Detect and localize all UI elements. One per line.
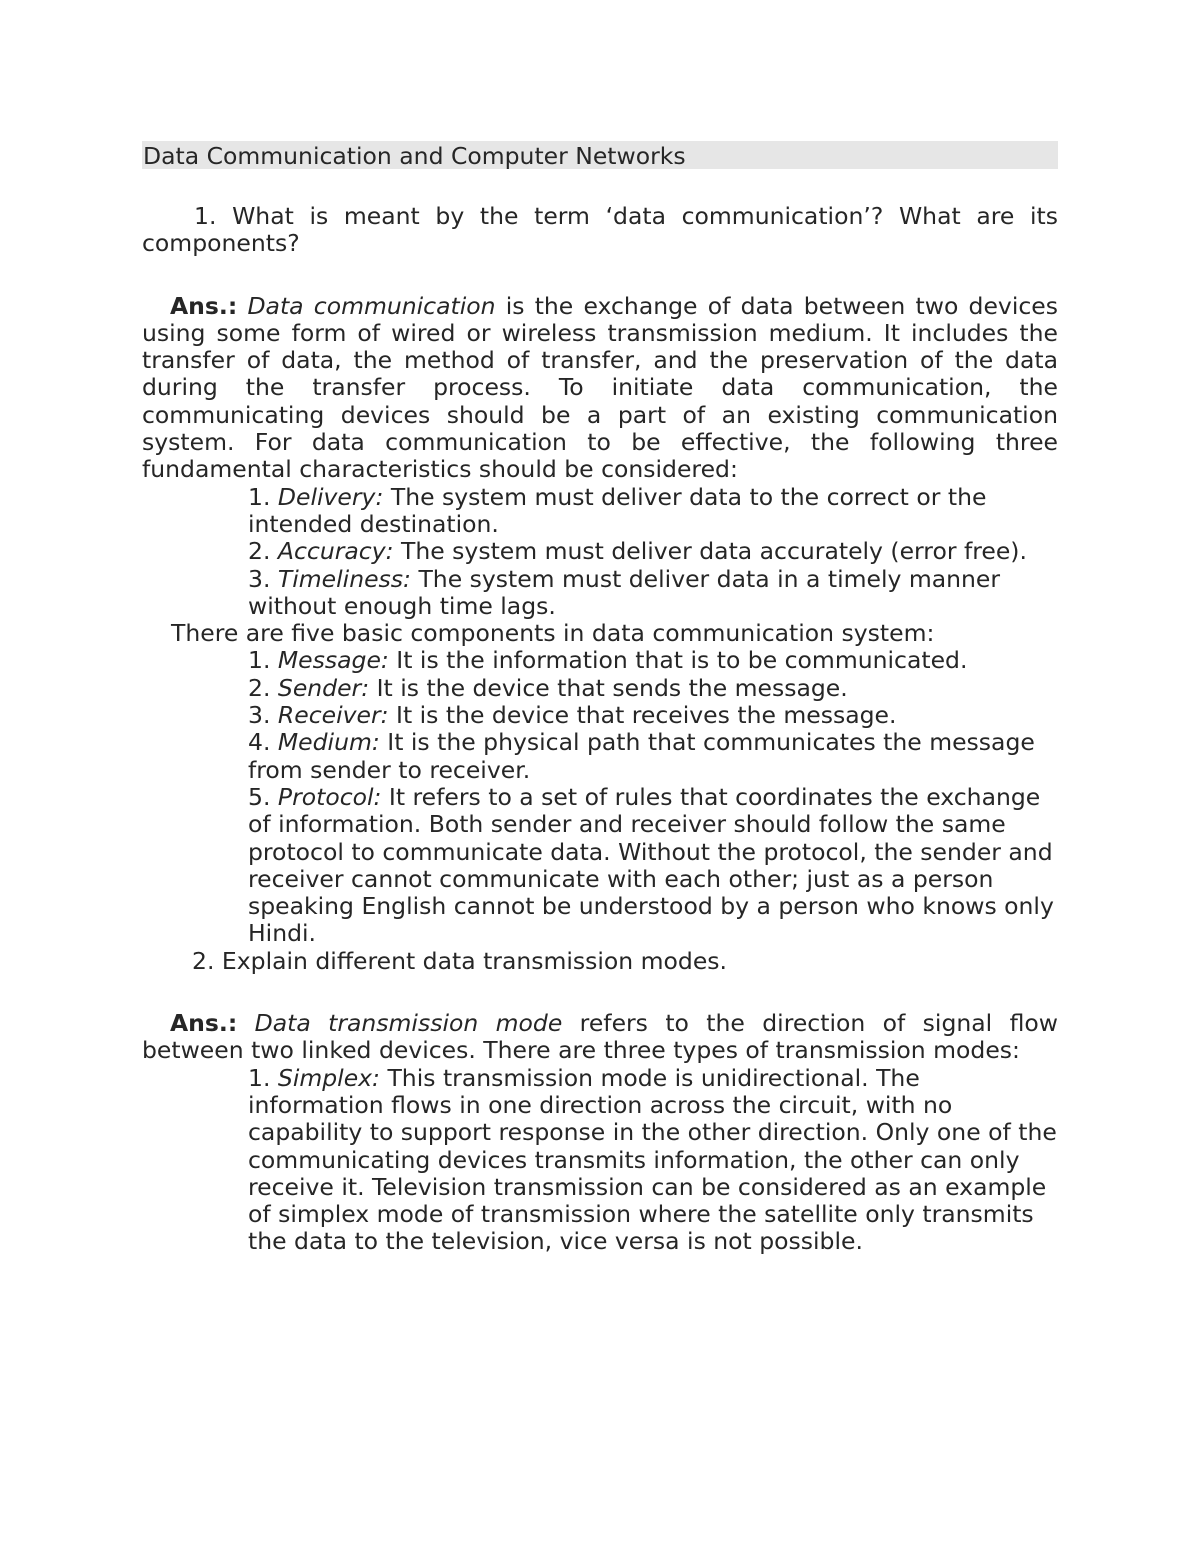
modes-list	[142, 1065, 1058, 1256]
answer-1	[142, 293, 1058, 484]
item-number: 5.	[248, 782, 271, 811]
item-term: Accuracy:	[277, 537, 394, 566]
item-number: 4.	[248, 728, 271, 757]
components-intro: There are five basic components in data communication system:	[171, 619, 935, 648]
item-text: It is the device that sends the message.	[369, 673, 848, 702]
item-text: This transmission mode is unidirectional. The information flows in one direction across the circuit, with no capability to support response in the other direction. Only one of the communicating devices transmits information, the other can only receive it. Television transmission can be considered as an example of simplex mode of transmission where the satellite only transmits the data to the television, vice versa is not possible.	[248, 1063, 1057, 1256]
item-text: It is the information that is to be communicated.	[388, 646, 968, 675]
item-text: It is the physical path that communicates the message from sender to receiver.	[248, 728, 1035, 784]
item-text: The system must deliver data accurately (error free).	[393, 537, 1027, 566]
item-number: 3.	[248, 701, 271, 730]
item-number: 3.	[248, 564, 271, 593]
list-item	[248, 702, 1060, 729]
item-term: Delivery:	[277, 482, 384, 511]
item-text: It is the device that receives the message.	[388, 701, 897, 730]
list-item	[248, 484, 1060, 539]
answer-label: Ans.:	[170, 1009, 238, 1038]
item-number: 1.	[248, 482, 271, 511]
answer-2	[142, 1010, 1058, 1065]
list-item	[248, 566, 1060, 621]
list-item	[248, 784, 1060, 948]
item-number: 2.	[248, 673, 271, 702]
characteristics-list	[142, 484, 1058, 620]
answer-text: refers to the direction of signal flow between two linked devices. There are three types of transmission modes:	[142, 1009, 1058, 1065]
item-term: Medium:	[277, 728, 380, 757]
item-term: Timeliness:	[277, 564, 411, 593]
answer-term: Data transmission mode	[254, 1009, 563, 1038]
item-term: Message:	[277, 646, 389, 675]
item-term: Receiver:	[277, 701, 389, 730]
item-number: 1.	[248, 1063, 271, 1092]
item-number: 1.	[248, 646, 271, 675]
item-term: Protocol:	[277, 782, 382, 811]
item-term: Sender:	[277, 673, 370, 702]
item-text: The system must deliver data in a timely manner without enough time lags.	[248, 564, 1001, 620]
list-item	[248, 647, 1060, 674]
item-text: The system must deliver data to the correct or the intended destination.	[248, 482, 987, 538]
item-number: 2.	[248, 537, 271, 566]
list-item	[248, 538, 1060, 565]
answer-term: Data communication	[247, 291, 496, 320]
list-item	[248, 675, 1060, 702]
document-title: Data Communication and Computer Networks	[142, 141, 1058, 169]
answer-label: Ans.:	[170, 291, 238, 320]
list-item	[248, 1065, 1060, 1256]
item-term: Simplex:	[277, 1063, 380, 1092]
list-item	[248, 729, 1060, 784]
question-2: 2. Explain different data transmission modes.	[192, 946, 728, 975]
components-list	[142, 647, 1058, 947]
question-1: 1. What is meant by the term ‘data communication’? What are its components?	[142, 202, 1058, 258]
item-text: It refers to a set of rules that coordinates the exchange of information. Both sender and receiver should follow the same protocol to communicate data. Without the protocol, the sender and receiver cannot communicate with each other; just as a person speaking English cannot be understood by a person who knows only Hindi.	[248, 782, 1054, 948]
document-page	[142, 141, 1058, 1256]
answer-text: is the exchange of data between two devices using some form of wired or wireless transmission medium. It includes the transfer of data, the method of transfer, and the preservation of the data during the transfer process. To initiate data communication, the communicating devices should be a part of an existing communication system. For data communication to be effective, the following three fundamental characteristics should be considered:	[142, 291, 1058, 484]
